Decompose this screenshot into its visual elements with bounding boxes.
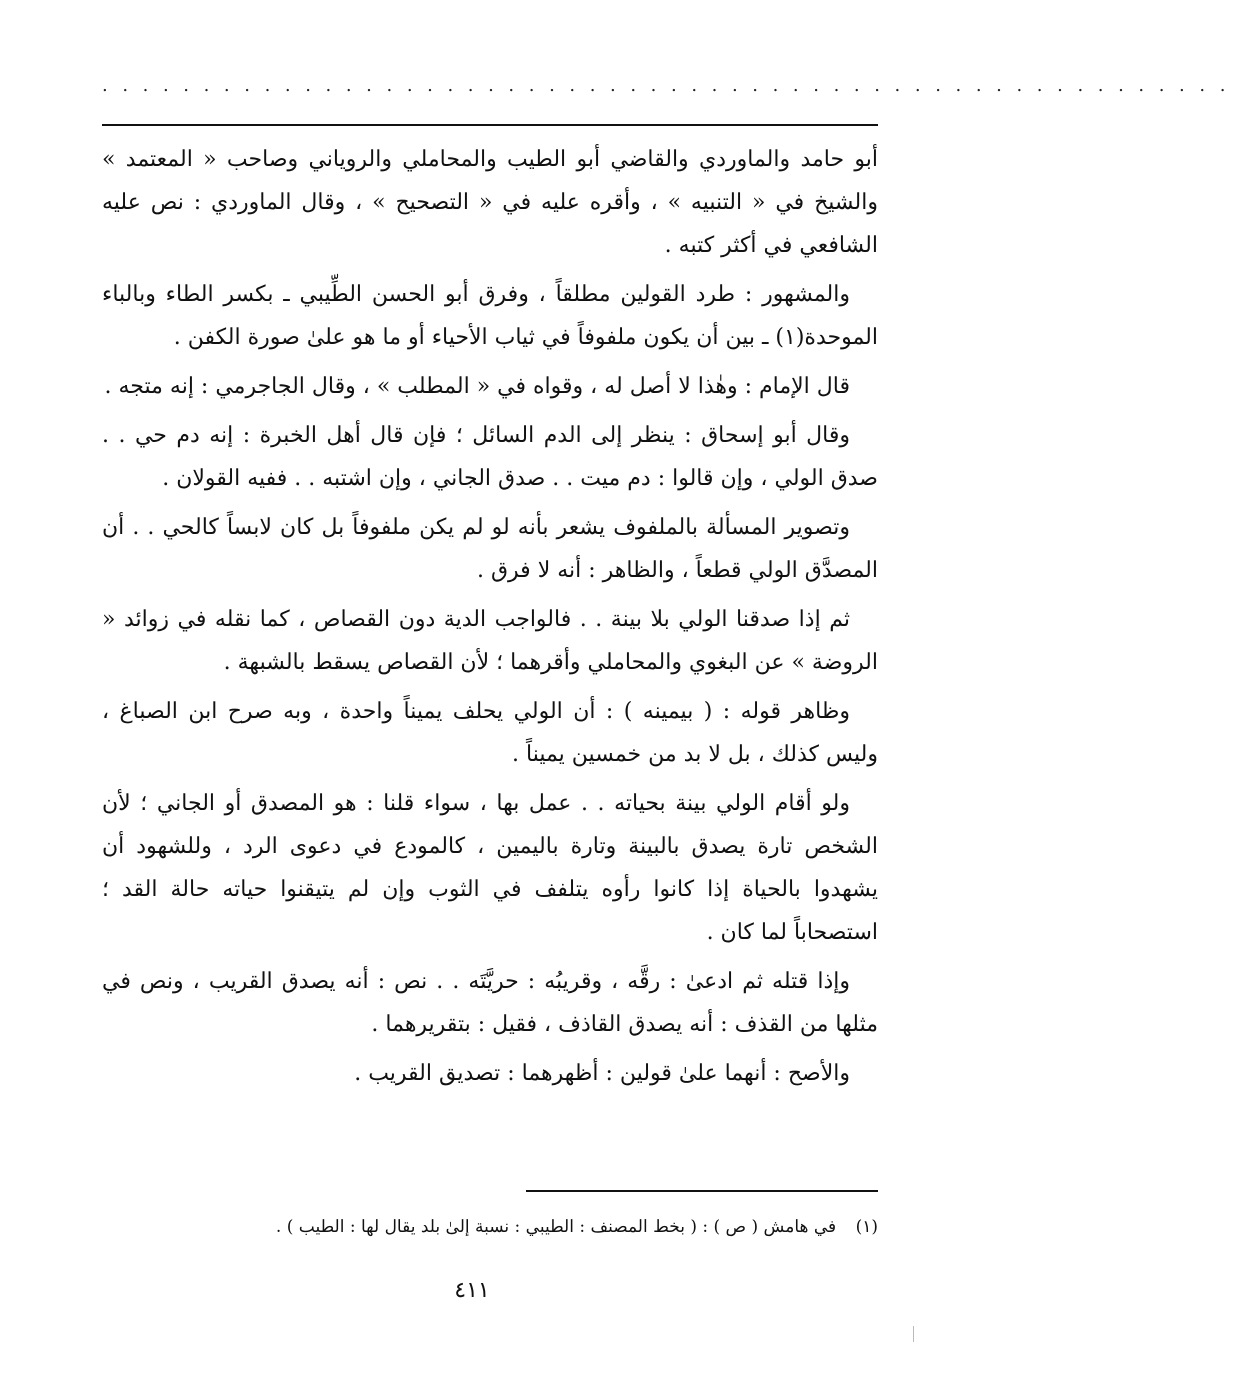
paragraph-1: أبو حامد والماوردي والقاضي أبو الطيب والمحاملي والروياني وصاحب « المعتمد » والشيخ في « التنبيه » ، وأقره عليه في « التصحيح » ، وقال الماوردي : نص عليه الشافعي في أكثر كتبه .: [102, 147, 878, 258]
footnote-number: (١): [855, 1217, 878, 1237]
footnote-text: في هامش ( ص ) : ( بخط المصنف : الطيبي : نسبة إلىٰ بلد يقال لها : الطيب ) .: [275, 1217, 837, 1237]
page-number: ٤١١: [454, 1278, 490, 1303]
paragraph-10: والأصح : أنهما علىٰ قولين : أظهرهما : تصديق القريب .: [354, 1061, 850, 1086]
footnote: [102, 1212, 878, 1242]
scan-edge-mark: [913, 1326, 914, 1342]
paragraph-6: ثم إذا صدقنا الولي بلا بينة . . فالواجب الدية دون القصاص ، كما نقله في زوائد « الروضة » عن البغوي والمحاملي وأقرهما ؛ لأن القصاص يسقط بالشبهة .: [102, 607, 878, 675]
footnote-rule: [526, 1190, 878, 1192]
header-dotted-line: ........................................................: [102, 75, 1240, 96]
paragraph-9: وإذا قتله ثم ادعىٰ : رقَّه ، وقريبُه : حريَّتَه . . نص : أنه يصدق القريب ، ونص في مثلها من القذف : أنه يصدق القاذف ، فقيل : بتقريرهما .: [102, 969, 878, 1037]
paragraph-5: وتصوير المسألة بالملفوف يشعر بأنه لو لم يكن ملفوفاً بل كان لابساً كالحي . . أن المصدَّق الولي قطعاً ، والظاهر : أنه لا فرق .: [102, 515, 878, 583]
paragraph-3: قال الإمام : وهٰذا لا أصل له ، وقواه في « المطلب » ، وقال الجاجرمي : إنه متجه .: [104, 374, 850, 399]
paragraph-2: والمشهور : طرد القولين مطلقاً ، وفرق أبو الحسن الطِّيبي ـ بكسر الطاء وبالباء الموحدة(١) ـ بين أن يكون ملفوفاً في ثياب الأحياء أو ما هو علىٰ صورة الكفن .: [102, 282, 878, 350]
main-text: [102, 138, 878, 1101]
paragraph-7: وظاهر قوله : ( بيمينه ) : أن الولي يحلف يميناً واحدة ، وبه صرح ابن الصباغ ، وليس كذلك ، بل لا بد من خمسين يميناً .: [102, 699, 878, 767]
paragraph-4: وقال أبو إسحاق : ينظر إلى الدم السائل ؛ فإن قال أهل الخبرة : إنه دم حي . . صدق الولي ، وإن قالوا : دم ميت . . صدق الجاني ، وإن اشتبه . . ففيه القولان .: [102, 423, 878, 491]
header-rule: [102, 124, 878, 126]
paragraph-8: ولو أقام الولي بينة بحياته . . عمل بها ، سواء قلنا : هو المصدق أو الجاني ؛ لأن الشخص تارة يصدق بالبينة وتارة باليمين ، كالمودع في دعوى الرد ، وللشهود أن يشهدوا بالحياة إذا كانوا رأوه يتلفف في الثوب وإن لم يتيقنوا حياته حالة القد ؛ استصحاباً لما كان .: [102, 791, 878, 945]
